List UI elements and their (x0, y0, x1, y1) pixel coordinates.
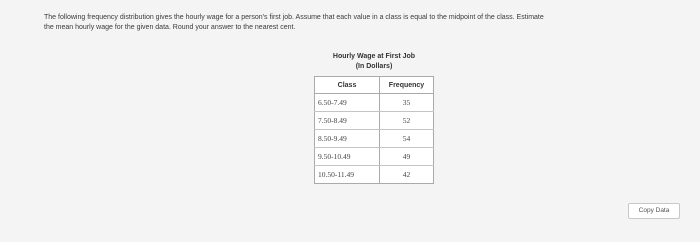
table-header-row (315, 77, 434, 94)
question-text (44, 13, 684, 33)
copy-data-button[interactable]: Copy Data (628, 203, 680, 219)
class-cell: 6.50-7.49 (315, 94, 380, 112)
table-row (315, 148, 434, 166)
frequency-cell: 42 (402, 170, 411, 179)
class-cell: 7.50-8.49 (315, 112, 380, 130)
frequency-column-header: Frequency (380, 77, 434, 94)
table-row (315, 94, 434, 112)
class-cell: 8.50-9.49 (315, 130, 380, 148)
frequency-table (314, 76, 434, 184)
frequency-table-block (314, 52, 434, 184)
table-title-line-1: Hourly Wage at First Job (332, 53, 416, 60)
class-column-header: Class (315, 77, 380, 94)
table-row (315, 112, 434, 130)
table-row (315, 130, 434, 148)
question-line-1: The following frequency distribution gives the hourly wage for a person's first job. Assume that each value in a class is equal to the midpoint of the class. Estimate (44, 14, 544, 21)
table-title-line-2: (In Dollars) (355, 63, 393, 70)
frequency-cell: 49 (380, 148, 434, 166)
class-cell: 9.50-10.49 (315, 148, 380, 166)
table-title (314, 52, 434, 72)
frequency-cell: 35 (380, 94, 434, 112)
table-row (315, 166, 434, 184)
frequency-cell: 54 (380, 130, 434, 148)
question-line-2: the mean hourly wage for the given data. Round your answer to the nearest cent. (44, 24, 296, 31)
frequency-cell: 52 (380, 112, 434, 130)
class-cell: 10.50-11.49 (315, 166, 380, 184)
